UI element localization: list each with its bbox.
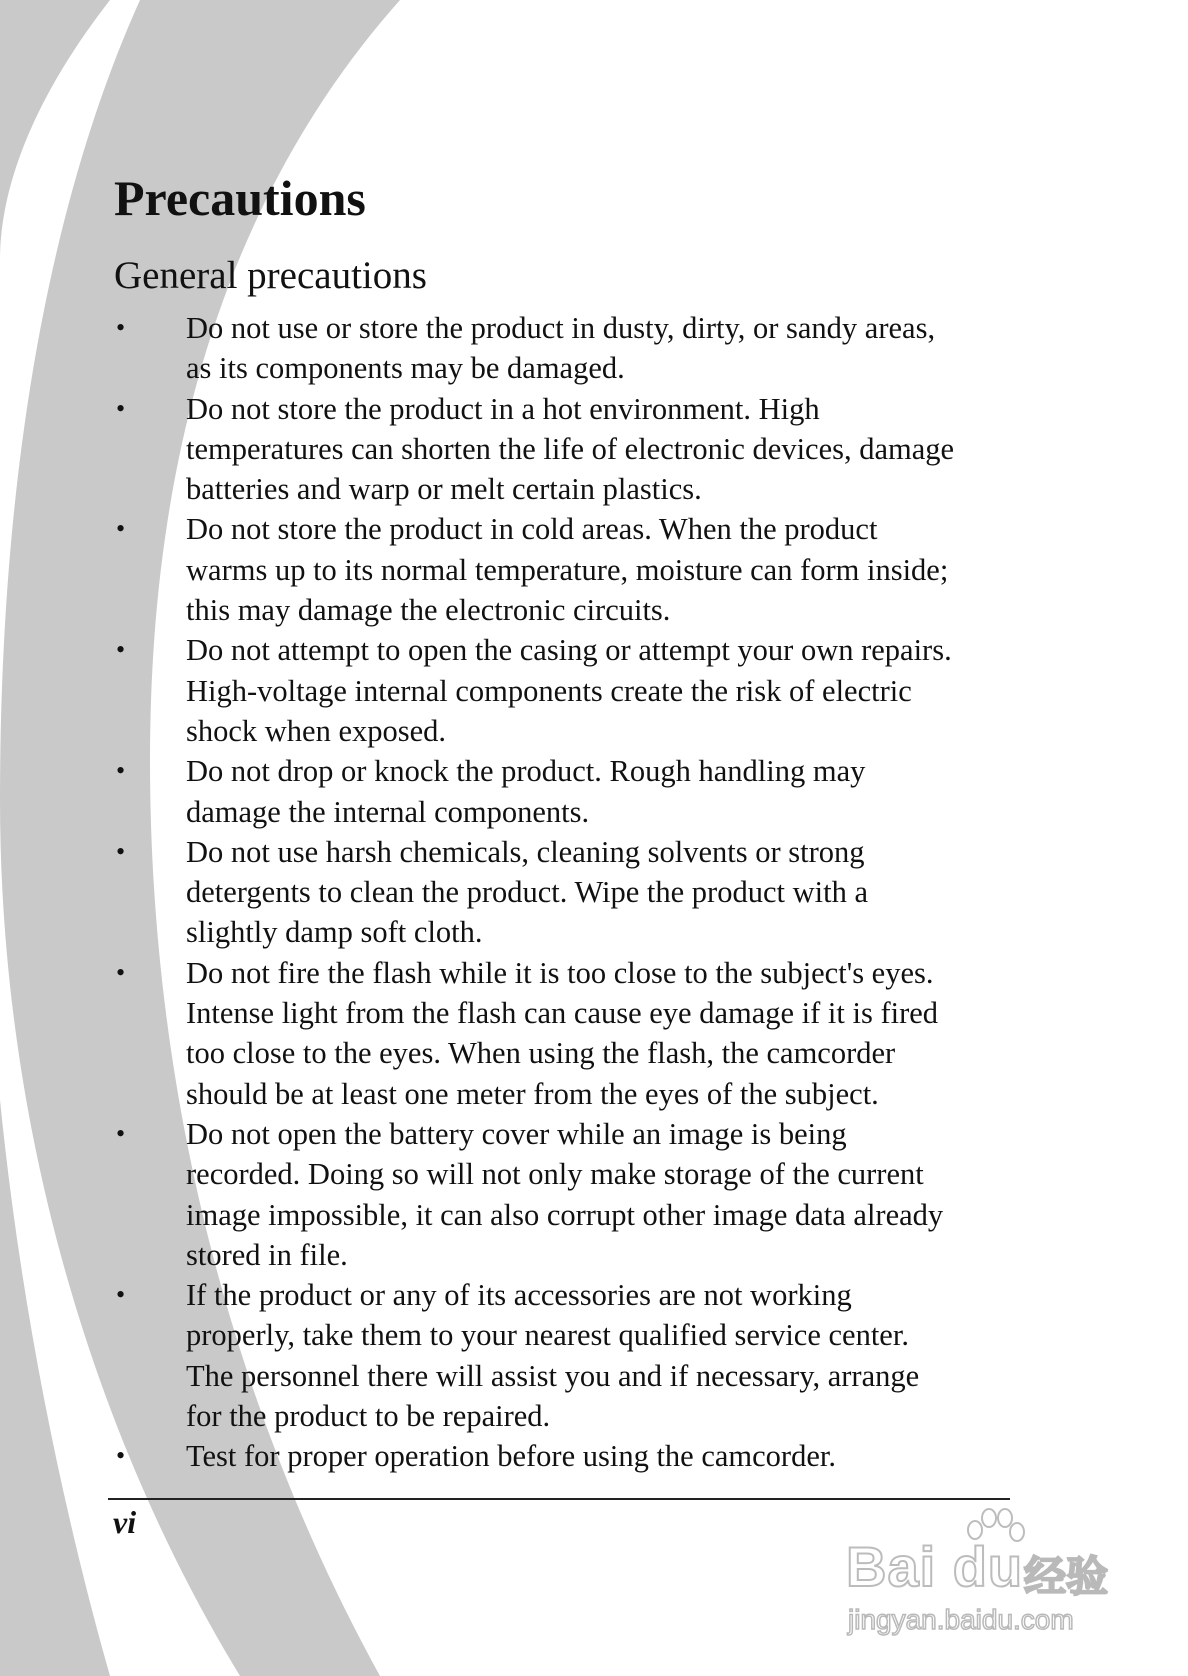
precaution-text-line: Do not use or store the product in dusty, dirty, or sandy areas, — [186, 311, 936, 345]
precaution-text-line: shock when exposed. — [186, 713, 447, 748]
precaution-text-line: stored in file. — [186, 1237, 348, 1272]
precaution-item — [114, 1436, 1094, 1476]
baidu-watermark — [838, 1500, 1138, 1650]
precaution-text-line: Do not attempt to open the casing or attempt your own repairs. — [186, 633, 952, 668]
precaution-text-line: Do not use harsh chemicals, cleaning solvents or strong — [186, 834, 865, 869]
watermark-brand: Bai du — [846, 1535, 1024, 1598]
precaution-text-line: If the product or any of its accessories are not working — [186, 1278, 852, 1313]
precaution-item — [114, 1275, 1094, 1436]
precaution-text-line: High-voltage internal components create the risk of electric — [186, 673, 912, 708]
section-heading: General precautions — [114, 254, 427, 297]
precaution-text-line: Do not fire the flash while it is too close to the subject's eyes. — [186, 955, 934, 990]
precaution-text-line: temperatures can shorten the life of electronic devices, damage — [186, 431, 955, 466]
precaution-text-line: batteries and warp or melt certain plastics. — [186, 472, 702, 507]
precaution-text-line: Do not store the product in cold areas. When the product — [186, 512, 878, 547]
bullet-icon: • — [116, 313, 126, 342]
precaution-text-line: image impossible, it can also corrupt other image data already — [186, 1197, 944, 1232]
bullet-icon: • — [116, 393, 126, 423]
precaution-text-line: this may damage the electronic circuits. — [186, 593, 671, 628]
precaution-text-line: Do not drop or knock the product. Rough handling may — [186, 754, 866, 789]
precaution-item — [114, 630, 1094, 751]
precaution-item — [114, 1114, 1094, 1275]
precaution-text-line: damage the internal components. — [186, 794, 590, 829]
precaution-text-line: Do not open the battery cover while an image is being — [186, 1116, 847, 1151]
precautions-list — [114, 308, 1094, 1477]
precaution-text-line: too close to the eyes. When using the flash, the camcorder — [186, 1036, 896, 1071]
precaution-text-line: should be at least one meter from the eyes of the subject. — [186, 1076, 879, 1111]
precaution-item — [114, 832, 1094, 953]
bullet-icon: • — [116, 836, 126, 866]
bullet-icon: • — [116, 1280, 126, 1310]
precaution-text-line: properly, take them to your nearest qualified service center. — [186, 1318, 909, 1353]
precaution-text-line: for the product to be repaired. — [186, 1399, 551, 1434]
bullet-icon: • — [116, 635, 126, 665]
bullet-icon: • — [116, 756, 126, 786]
bullet-icon: • — [116, 1441, 126, 1471]
precaution-text-line: Do not store the product in a hot environment. High — [186, 391, 820, 426]
precaution-item — [114, 953, 1094, 1114]
precaution-text-line: recorded. Doing so will not only make storage of the current — [186, 1157, 924, 1192]
precaution-text-line: The personnel there will assist you and if necessary, arrange — [186, 1358, 920, 1393]
precaution-item — [114, 751, 1094, 832]
precaution-text-line: slightly damp soft cloth. — [186, 915, 483, 950]
bullet-icon: • — [116, 1118, 126, 1148]
watermark-chinese: 经验 — [1024, 1552, 1109, 1601]
precaution-item — [114, 308, 1094, 389]
precaution-text-line: as its components may be damaged. — [186, 351, 625, 386]
page-title: Precautions — [114, 170, 366, 226]
watermark-url: jingyan.baidu.com — [848, 1604, 1074, 1635]
precaution-item — [114, 389, 1094, 510]
bullet-icon: • — [116, 957, 126, 987]
precaution-item — [114, 509, 1094, 630]
precaution-text-line: warms up to its normal temperature, moisture can form inside; — [186, 552, 949, 587]
precaution-text-line: Intense light from the flash can cause eye damage if it is fired — [186, 996, 939, 1031]
precaution-text-line: detergents to clean the product. Wipe the product with a — [186, 875, 868, 910]
precaution-text-line: Test for proper operation before using the camcorder. — [186, 1439, 836, 1474]
bullet-icon: • — [116, 514, 126, 544]
page-number: vi — [113, 1504, 137, 1540]
